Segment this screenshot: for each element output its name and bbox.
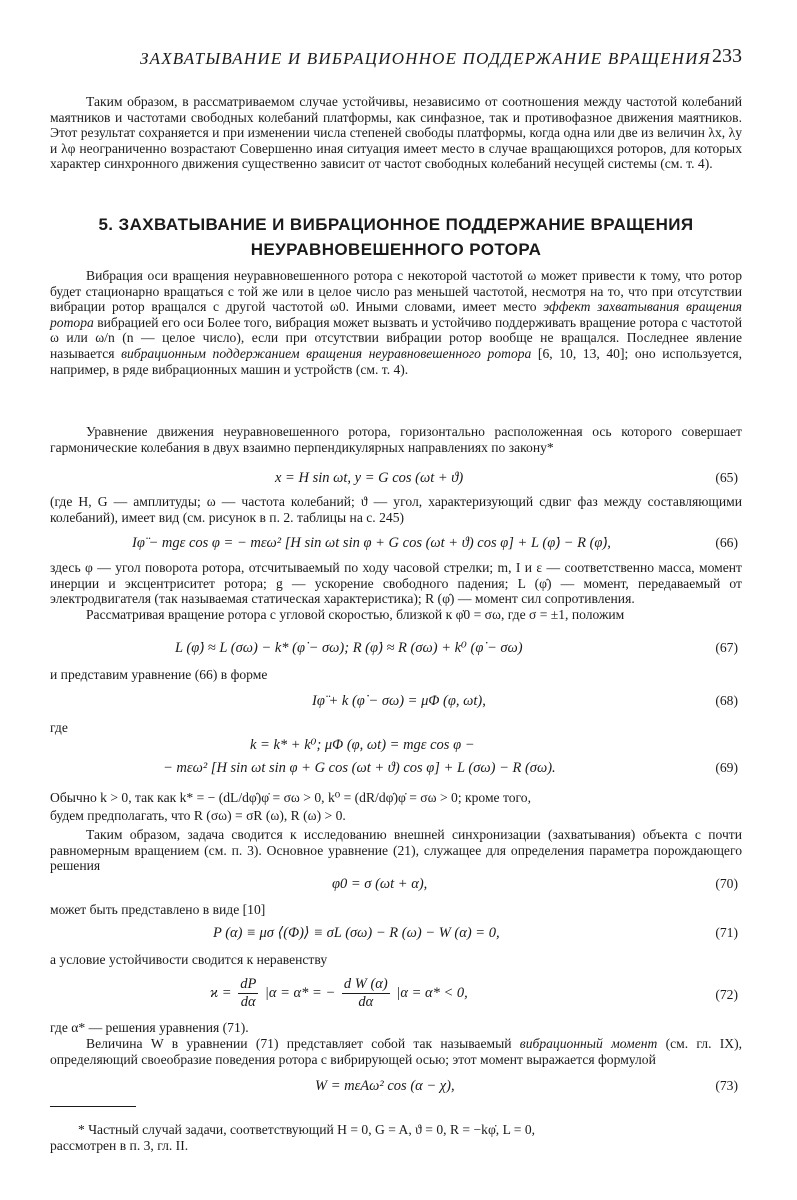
equation-65: [50, 470, 742, 490]
footnote: [50, 1122, 742, 1154]
equation-69-number: (69): [715, 760, 738, 775]
equation-68-expr: Iφ̈ + k (φ̇ − σω) = μΦ (φ, ωt),: [312, 693, 486, 709]
running-header: [50, 45, 742, 75]
equation-70-expr: φ0 = σ (ωt + α),: [332, 876, 428, 892]
p12-emphasis: вибрационный момент: [519, 1036, 658, 1051]
equation-66: [50, 535, 742, 555]
equation-67-expr: L (φ̇) ≈ L (σω) − k* (φ̇ − σω); R (φ̇) ≈ R (σω) + k⁰ (φ̇ − σω): [175, 640, 523, 656]
paragraph-equation-intro: Уравнение движения неуравновешенного ротора, горизонтально расположенная ось которого совершает гармонические колебания в двух взаимно перпендикулярных направлениях по закону*: [50, 424, 742, 455]
where-label: где: [50, 720, 68, 735]
p12-text: Величина W в уравнении (71) представляет собой так называемый: [86, 1036, 520, 1051]
equation-69-line2-expr: − mεω² [H sin ωt sin φ + G cos (ωt + ϑ) cos φ] + L (σω) − R (σω).: [163, 760, 556, 776]
equation-72-fraction-2: [342, 976, 390, 1011]
equation-70-number: (70): [715, 876, 738, 891]
p1-text-2: вибрацией его оси Более того, вибрация может вызвать и устойчиво поддерживать вращение ротора с частотой ω или ω/n (n — целое число), если при отсутствии вибрации ротор вообще не вращался. Последнее явление называется: [50, 314, 742, 361]
equation-72-lhs: ϰ =: [210, 984, 232, 1001]
equation-73-expr: W = mεAω² cos (α − χ),: [315, 1078, 455, 1094]
footnote-rule: [50, 1106, 136, 1107]
equation-71-expr: P (α) ≡ μσ ⟨(Φ)⟩ ≡ σL (σω) − R (ω) − W (α) = 0,: [213, 925, 500, 941]
equation-66-number: (66): [715, 535, 738, 550]
paragraph-usually-line2: будем предполагать, что R (σω) = σR (ω), R (ω) > 0.: [50, 808, 346, 823]
paragraph-notation: здесь φ — угол поворота ротора, отсчитываемый по ходу часовой стрелки; m, I и ε — соответственно масса, момент инерции и эксцентриситет ротора; g — ускорение свободного падения; L (φ̇) — момент, передаваемый от электродвигателя (так называемая статическая характеристика); R (φ̇) — момент сил сопротивления.: [50, 560, 742, 607]
footnote-line2: рассмотрен в п. 3, гл. II.: [50, 1138, 189, 1153]
equation-65-expr: x = H sin ωt, y = G cos (ωt + ϑ): [275, 470, 464, 486]
equation-72-frac2-top: d W (α): [343, 976, 388, 992]
equation-72-mid1: |α = α* = −: [264, 984, 336, 1001]
equation-73-number: (73): [715, 1078, 738, 1093]
page-number: 233: [712, 45, 742, 67]
running-title: ЗАХВАТЫВАНИЕ И ВИБРАЦИОННОЕ ПОДДЕРЖАНИЕ ВРАЩЕНИЯ: [140, 49, 711, 68]
equation-72-number: (72): [715, 987, 738, 1002]
equation-73: [50, 1078, 742, 1098]
paragraph-angular-velocity: Рассматривая вращение ротора с угловой скоростью, близкой к φ̇0 = σω, где σ = ±1, положим: [86, 607, 625, 622]
section-title-line2: НЕУРАВНОВЕШЕННОГО РОТОРА: [250, 240, 542, 259]
equation-72-frac1-bottom: dα: [240, 994, 256, 1010]
paragraph-can-be-represented: может быть представлено в виде [10]: [50, 902, 266, 917]
paragraph-represent: и представим уравнение (66) в форме: [50, 667, 268, 682]
paragraph-vibration: [50, 268, 742, 377]
equation-71: [50, 925, 742, 945]
paragraph-usually-line1: Обычно k > 0, так как k* = − (dL/dφ̇)φ̇ = σω > 0, k⁰ = (dR/dφ̇)φ̇ = σω > 0; кроме того,: [50, 790, 531, 805]
intro-paragraph: Таким образом, в рассматриваемом случае устойчивы, независимо от соотношения между частотой колебаний маятников и частотами свободных колебаний платформы, как синфазное, так и противофазное движения маятников. Этот результат сохраняется и при изменении числа степеней свободы платформы, когда одна или две из величин λx, λy и λφ неограниченно возрастают Совершенно иная ситуация имеет место в случае вращающихся роторов, для которых характер синхронного движения существенно зависит от частот свободных колебаний несущей системы (см. т. 4).: [50, 94, 742, 172]
paragraph-where-amplitudes: (где H, G — амплитуды; ω — частота колебаний; ϑ — угол, характеризующий сдвиг фаз между составляющими колебаний), имеет вид (см. рисунок в п. 2. таблицы на с. 245): [50, 494, 742, 525]
equation-72-frac2-bottom: dα: [358, 994, 374, 1010]
paragraph-solutions: где α* — решения уравнения (71).: [50, 1020, 249, 1035]
equation-69-line1-expr: k = k* + k⁰; μΦ (φ, ωt) = mgε cos φ −: [250, 737, 475, 753]
equation-69-line2: [50, 760, 742, 780]
equation-72-frac1-top: dP: [240, 976, 257, 992]
equation-67: [50, 640, 742, 660]
section-title-line1: 5. ЗАХВАТЫВАНИЕ И ВИБРАЦИОННОЕ ПОДДЕРЖАНИЕ ВРАЩЕНИЯ: [98, 215, 694, 234]
equation-65-number: (65): [715, 470, 738, 485]
p12-text-2: (см. гл. IX), определяющий своеобразие поведения ротора с вибрирующей осью; этот момент выражается формулой: [50, 1036, 743, 1067]
equation-72-fraction-1: [238, 976, 258, 1011]
equation-68-number: (68): [715, 693, 738, 708]
p1-text: Вибрация оси вращения неуравновешенного ротора с некоторой частотой ω может привести к тому, что ротор будет стационарно вращаться с той же или в целое число раз меньшей частотой, несмотря на то, что при отсутствии вибрации ротор вращался с другой частотой ω0. Иными словами, имеет место: [50, 268, 742, 315]
equation-66-expr: Iφ̈ − mgε cos φ = − mεω² [H sin ωt sin φ + G cos (ωt + ϑ) cos φ] + L (φ̇) − R (φ̇),: [132, 535, 611, 551]
section-title: [50, 212, 742, 262]
p1-emphasis-1: эффект захватывания вращения ротора: [50, 299, 742, 330]
equation-68: [50, 693, 742, 713]
equation-72-mid2: |α = α* < 0,: [396, 984, 468, 1001]
equation-72: [50, 976, 742, 1014]
paragraph-vibration-moment: [50, 1036, 742, 1067]
p1-emphasis-2: вибрационным поддержанием вращения неуравновешенного ротора: [121, 345, 532, 361]
paragraph-stability-condition: а условие устойчивости сводится к неравенству: [50, 952, 328, 967]
equation-69-line1: [50, 737, 742, 757]
paragraph-task-reduces: Таким образом, задача сводится к исследованию внешней синхронизации (захватывания) объекта с почти равномерным вращением (см. п. 3). Основное уравнение (21), служащее для определения параметра порождающего решения: [50, 827, 742, 874]
equation-72-expr: [210, 976, 468, 1011]
equation-71-number: (71): [715, 925, 738, 940]
footnote-line1: * Частный случай задачи, соответствующий H = 0, G = A, ϑ = 0, R = −kφ̇, L = 0,: [78, 1122, 536, 1137]
equation-70: [50, 876, 742, 896]
equation-67-number: (67): [715, 640, 738, 655]
p1-text-3: [6, 10, 13, 40]; оно используется, например, в ряде вибрационных машин и устройств (см. т. 4).: [50, 345, 742, 377]
